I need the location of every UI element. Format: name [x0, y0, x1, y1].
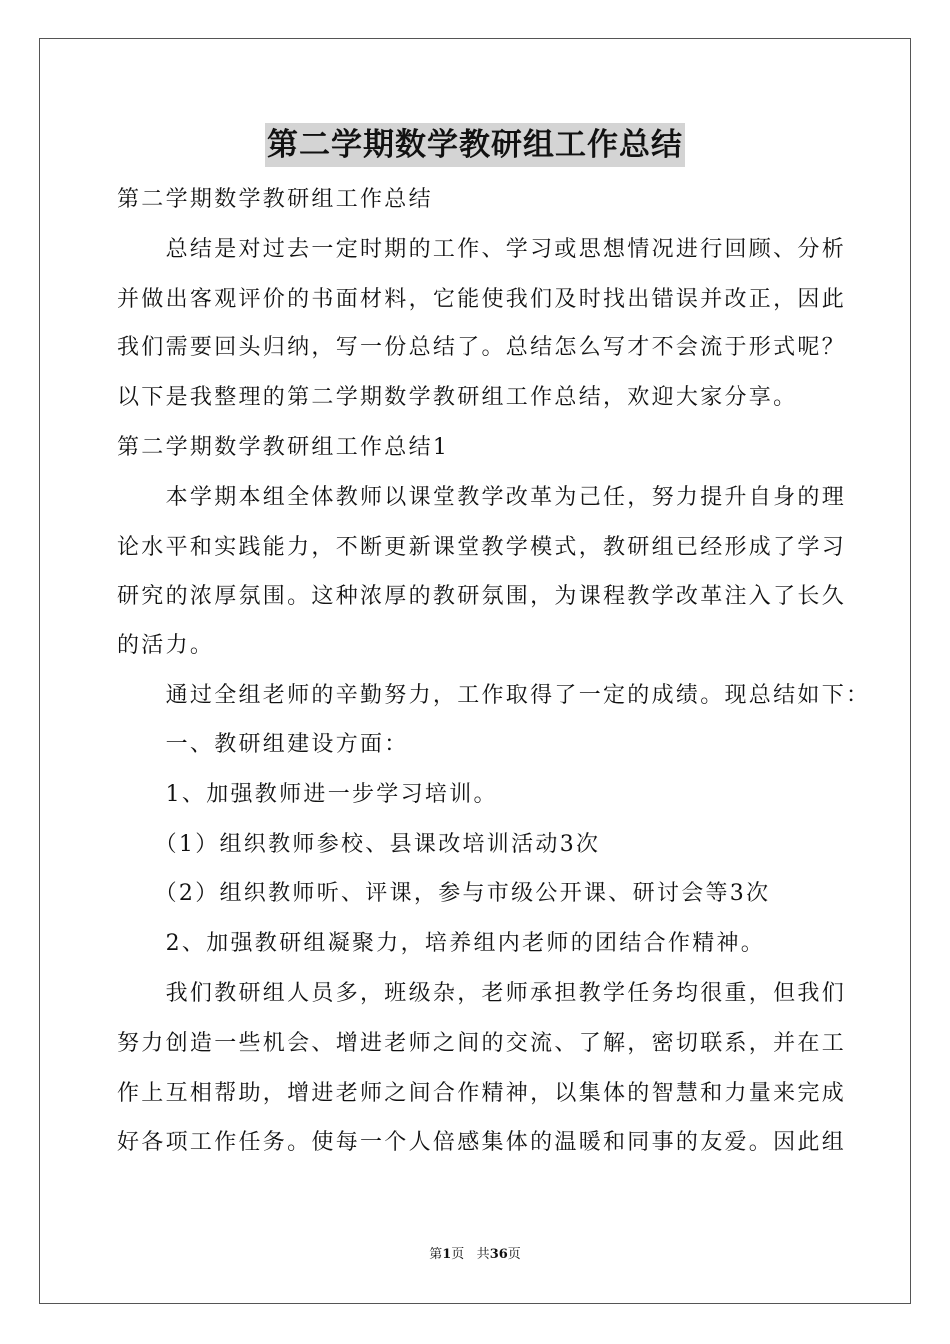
page-footer	[0, 1246, 950, 1264]
body-line: 努力创造一些机会、增进老师之间的交流、了解，密切联系，并在工	[117, 1031, 847, 1056]
footer-page-prefix: 第	[429, 1247, 443, 1262]
footer-total-suffix: 页	[507, 1247, 521, 1262]
document-title: 第二学期数学教研组工作总结	[265, 123, 685, 167]
body-line: 好各项工作任务。使每一个人倍感集体的温暖和同事的友爱。因此组	[117, 1130, 847, 1155]
body-line: 总结是对过去一定时期的工作、学习或思想情况进行回顾、分析	[117, 237, 847, 262]
body-line: 的活力。	[117, 633, 215, 658]
body-line: 我们需要回头归纳，写一份总结了。总结怎么写才不会流于形式呢？	[117, 335, 847, 360]
page-border	[39, 38, 911, 1304]
body-line: 本学期本组全体教师以课堂教学改革为己任，努力提升自身的理	[117, 485, 847, 510]
body-line: 并做出客观评价的书面材料，它能使我们及时找出错误并改正，因此	[117, 287, 847, 312]
footer-page-number: 1	[442, 1247, 452, 1262]
body-line: （1）组织教师参校、县课改培训活动3次	[117, 832, 601, 857]
body-line: （2）组织教师听、评课，参与市级公开课、研讨会等3次	[117, 881, 771, 906]
body-line: 论水平和实践能力，不断更新课堂教学模式，教研组已经形成了学习	[117, 535, 847, 560]
body-line: 作上互相帮助，增进老师之间合作精神，以集体的智慧和力量来完成	[117, 1081, 847, 1106]
body-line: 2、加强教研组凝聚力，培养组内老师的团结合作精神。	[117, 931, 766, 956]
body-line: 1、加强教师进一步学习培训。	[117, 782, 498, 807]
document-title-wrapper	[0, 123, 950, 167]
footer-page-suffix: 页	[451, 1247, 465, 1262]
body-line: 一、教研组建设方面：	[117, 732, 409, 757]
body-line: 第二学期数学教研组工作总结1	[117, 435, 450, 460]
footer-total-prefix: 共	[476, 1247, 490, 1262]
body-line: 通过全组老师的辛勤努力，工作取得了一定的成绩。现总结如下：	[117, 683, 871, 708]
footer-total-pages: 36	[489, 1247, 508, 1262]
body-line: 第二学期数学教研组工作总结	[117, 187, 433, 212]
body-line: 我们教研组人员多，班级杂，老师承担教学任务均很重，但我们	[117, 981, 847, 1006]
body-line: 以下是我整理的第二学期数学教研组工作总结，欢迎大家分享。	[117, 385, 798, 410]
body-line: 研究的浓厚氛围。这种浓厚的教研氛围，为课程教学改革注入了长久	[117, 584, 847, 609]
